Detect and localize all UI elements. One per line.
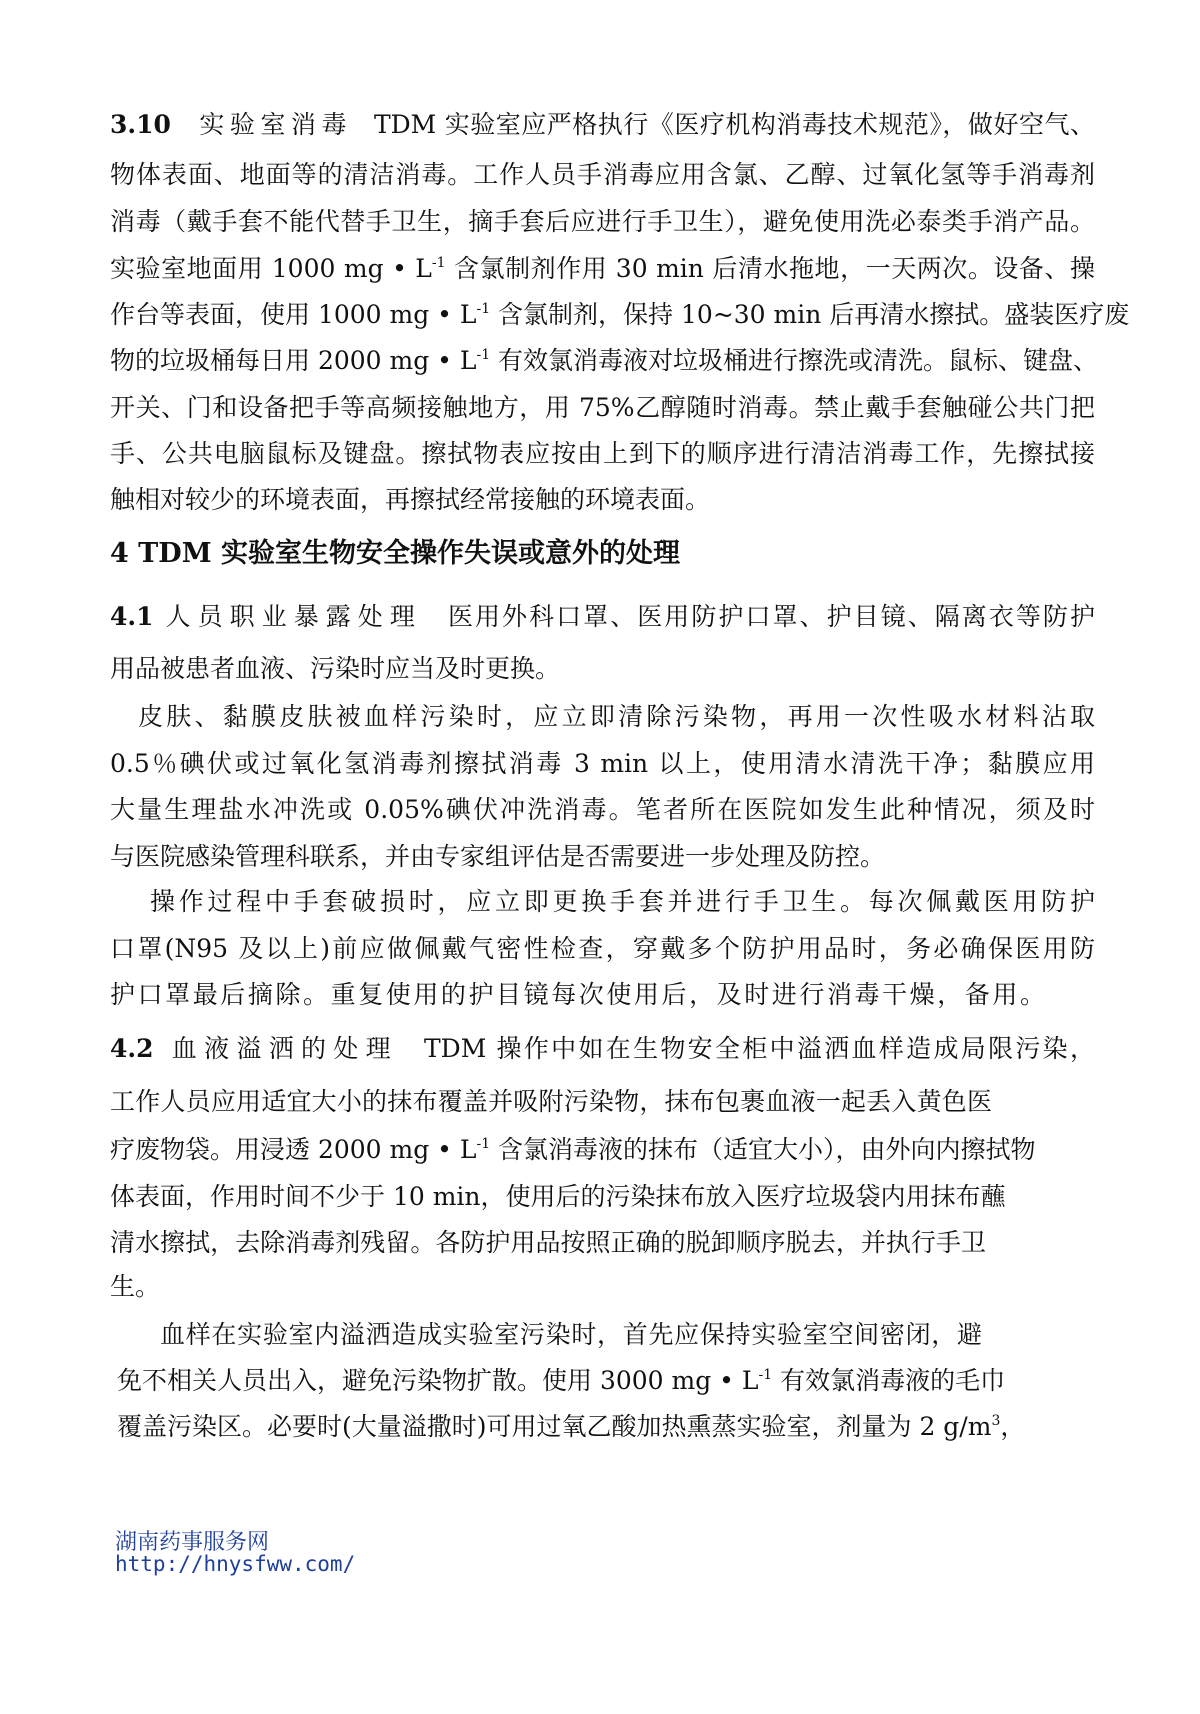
text-run: 含氯制剂作用 30 min 后清水拖地，一天两次。设备、操 [445, 254, 1095, 283]
section-title: 血液溢洒的处理 [169, 1034, 398, 1063]
text-run: 有效氯消毒液的毛巾 [772, 1366, 1006, 1395]
paragraph-line [117, 1364, 1006, 1398]
section-number: 4.2 [110, 1034, 154, 1063]
paragraph-line: 触相对较少的环境表面，再擦拭经常接触的环境表面。 [110, 485, 711, 514]
paragraph-line [110, 1133, 1036, 1167]
paragraph-text: TDM 操作中如在生物安全柜中溢洒血样造成局限污染， [423, 1034, 1095, 1063]
section-title: 人员职业暴露处理 [163, 602, 422, 631]
paragraph-line: 生。 [110, 1272, 161, 1301]
superscript: -1 [476, 1136, 491, 1152]
superscript: 3 [991, 1413, 1001, 1429]
section-heading: 4 TDM 实验室生物安全操作失误或意外的处理 [110, 538, 680, 569]
superscript: -1 [476, 347, 491, 363]
superscript: -1 [476, 301, 491, 317]
text-run: ， [1000, 1412, 1026, 1441]
paragraph-line [110, 344, 1099, 378]
section-number: 3.10 [110, 110, 171, 139]
superscript: -1 [758, 1367, 773, 1383]
footer-site-name: 湖南药事服务网 [115, 1530, 270, 1555]
paragraph-line: 清水擦拭，去除消毒剂残留。各防护用品按照正确的脱卸顺序脱去，并执行手卫 [110, 1228, 986, 1257]
section-number: 4.1 [110, 602, 154, 631]
paragraph-line [117, 1410, 1026, 1444]
superscript: -1 [431, 255, 446, 271]
text-run: 覆盖污染区。必要时(大量溢撒时)可用过氧乙酸加热熏蒸实验室，剂量为 2 g/m [117, 1412, 992, 1441]
paragraph-line: 血样在实验室内溢洒造成实验室污染时，首先应保持实验室空间密闭，避 [160, 1320, 982, 1349]
text-run: 作台等表面，使用 1000 mg • L [110, 300, 477, 329]
paragraph-line: 手、公共电脑鼠标及键盘。擦拭物表应按由上到下的顺序进行清洁消毒工作，先擦拭接 [110, 439, 1095, 468]
paragraph-line: 皮肤、黏膜皮肤被血样污染时，应立即清除污染物，再用一次性吸水材料沾取 [138, 702, 1095, 731]
paragraph-line: 护口罩最后摘除。重复使用的护目镜每次使用后，及时进行消毒干燥，备用。 [110, 980, 1045, 1009]
paragraph-line: 开关、门和设备把手等高频接触地方，用 75%乙醇随时消毒。禁止戴手套触碰公共门把 [110, 393, 1095, 422]
text-run: 含氯消毒液的抹布（适宜大小），由外向内擦拭物 [490, 1135, 1036, 1164]
section-4-2-line-1 [110, 1032, 1095, 1066]
paragraph-line: 工作人员应用适宜大小的抹布覆盖并吸附污染物，抹布包裹血液一起丢入黄色医 [110, 1087, 992, 1116]
section-3-10-line-1 [110, 108, 1095, 142]
paragraph-line: 0.5％碘伏或过氧化氢消毒剂擦拭消毒 3 min 以上，使用清水清洗干净；黏膜应用 [110, 749, 1095, 778]
paragraph-line: 大量生理盐水冲洗或 0.05%碘伏冲洗消毒。笔者所在医院如发生此种情况，须及时 [110, 795, 1095, 824]
text-run: 实验室地面用 1000 mg • L [110, 254, 432, 283]
text-run: 物的垃圾桶每日用 2000 mg • L [110, 346, 477, 375]
paragraph-line: 体表面，作用时间不少于 10 min，使用后的污染抹布放入医疗垃圾袋内用抹布蘸 [110, 1182, 1006, 1211]
paragraph-line: 物体表面、地面等的清洁消毒。工作人员手消毒应用含氯、乙醇、过氧化氢等手消毒剂 [110, 160, 1095, 189]
paragraph-line [110, 298, 1130, 332]
paragraph-line [110, 252, 1095, 286]
paragraph-line: 消毒（戴手套不能代替手卫生，摘手套后应进行手卫生），避免使用洗必泰类手消产品。 [110, 207, 1095, 236]
section-title: 实验室消毒 [198, 110, 352, 139]
paragraph-line: 口罩(N95 及以上)前应做佩戴气密性检查，穿戴多个防护用品时，务必确保医用防 [110, 934, 1095, 963]
paragraph-line: 操作过程中手套破损时，应立即更换手套并进行手卫生。每次佩戴医用防护 [150, 887, 1095, 916]
paragraph-text: 医用外科口罩、医用防护口罩、护目镜、隔离衣等防护 [445, 602, 1095, 631]
section-4-1-line-1 [110, 600, 1095, 634]
text-run: 疗废物袋。用浸透 2000 mg • L [110, 1135, 477, 1164]
paragraph-line: 用品被患者血液、污染时应当及时更换。 [110, 654, 561, 683]
text-run: 有效氯消毒液对垃圾桶进行擦洗或清洗。鼠标、键盘、 [490, 346, 1099, 375]
text-run: 含氯制剂，保持 10~30 min 后再清水擦拭。盛装医疗废 [490, 300, 1130, 329]
text-run: 免不相关人员出入，避免污染物扩散。使用 3000 mg • L [117, 1366, 759, 1395]
footer-url-link[interactable]: http://hnysfww.com/ [115, 1552, 356, 1576]
paragraph-line: 与医院感染管理科联系，并由专家组评估是否需要进一步处理及防控。 [110, 842, 886, 871]
paragraph-text: TDM 实验室应严格执行《医疗机构消毒技术规范》，做好空气、 [373, 110, 1095, 139]
